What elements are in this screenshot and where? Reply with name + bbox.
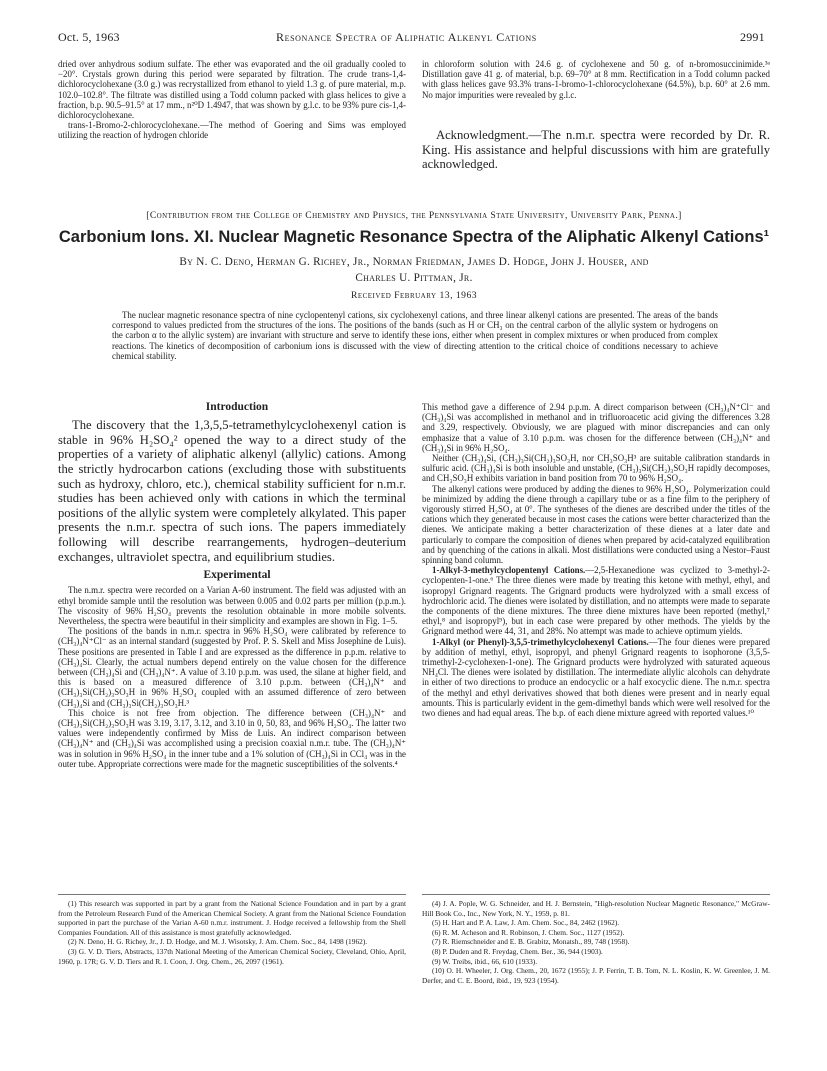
paragraph: The positions of the bands in n.m.r. spectra in 96% H₂SO₄ were calibrated by reference to (CH₃)₄N⁺Cl⁻ as an internal standard (suggested by Prof. P. S. Skell and Miss Josephine de Luis). These positions are presented in Table I and are expressed as the difference in p.p.m. relative to (CH₃)₄Si. Clearly, the actual numbers depend entirely on the value chosen for the difference between (CH₃)₄Si and (CH₃)₄N⁺. A value of 3.10 p.p.m. was used, the silane at higher field, and this is based on a measured difference of 3.10 p.p.m. between (CH₃)₄N⁺ and (CH₃)₃Si(CH₂)₃SO₃H in 96% H₂SO₄ coupled with an assumed difference of zero between (CH₃)₄Si and (CH₃)₃Si(CH₂)₃SO₃H.³	[58, 626, 406, 708]
main-left-column	[58, 402, 406, 769]
header-date: Oct. 5, 1963	[58, 30, 120, 44]
paragraph: Neither (CH₃)₄Si, (CH₃)₃Si(CH₂)₃SO₃H, nor CH₃SO₃H³ are suitable calibration standards in sulfuric acid. (CH₃)₄Si is both insoluble and unstable, (CH₃)₃Si(CH₂)₃SO₃H rapidly decomposes, and CH₃SO₃H exhibits variation in band position from 70 to 96% H₂SO₄.	[422, 453, 770, 484]
authors-line-2: Charles U. Pittman, Jr.	[355, 272, 473, 284]
run-in-heading: 1-Alkyl (or Phenyl)-3,5,5-trimethylcyclohexenyl Cations.	[432, 636, 649, 647]
footnotes-right	[422, 899, 770, 985]
paragraph: dried over anhydrous sodium sulfate. The ether was evaporated and the oil gradually cooled to −20°. Crystals grown during this period were separated by filtration. The crude trans-1,4-dichlorocyclohexane (3.0 g.) was recrystallized from ethanol to yield 1.3 g. of pure material, m.p. 102.0–102.8°. The filtrate was distilled using a Todd column packed with glass helices to give a fraction, b.p. 90.5–91.5° at 17 mm., n²⁰D 1.4947, that was shown by g.l.c. to be 93% pure cis-1,4-dichlorocyclohexane.	[58, 59, 406, 121]
abstract	[112, 310, 718, 361]
contribution-line: [Contribution from the College of Chemistry and Physics, the Pennsylvania State University, University Park, Penna.]	[146, 210, 682, 221]
paragraph: This choice is not free from objection. The difference between (CH₃)₄N⁺ and (CH₃)₃Si(CH₂)₃SO₃H was 3.19, 3.17, 3.12, and 3.10 in 0, 50, 83, and 96% H₂SO₄. The latter two values were independently confirmed by Miss de Luis. An indirect comparison between (CH₃)₄N⁺ and (CH₃)₄Si was accomplished using a precision coaxial n.m.r. tube. The (CH₃)₄N⁺ was in solution in 96% H₂SO₄ in the inner tube and a 1% solution of (CH₃)₄Si in CCl₄ was in the outer tube. Appropriate corrections were made for the magnetic susceptibilities of the solvents.⁴	[58, 707, 406, 769]
footnote: (1) This research was supported in part by a grant from the National Science Foundation and in part by a grant from the Petroleum Research Fund of the American Chemical Society. A grant from the National Science Foundation supported in part the purchase of the Varian A-60 n.m.r. instrument. J. Hodge received a fellowship from the Shell Companies Foundation. All of this assistance is most gratefully acknowledged.	[58, 899, 406, 937]
acknowledgment	[422, 128, 770, 172]
received-date: Received February 13, 1963	[350, 290, 478, 301]
main-right-column	[422, 402, 770, 718]
footnote: (9) W. Treibs, ibid., 66, 610 (1933).	[432, 956, 538, 966]
section-heading-experimental: Experimental	[203, 569, 271, 582]
run-in-heading: 1-Alkyl-3-methylcyclopentenyl Cations.	[432, 565, 586, 576]
paragraph-cyclopentenyl	[422, 565, 770, 636]
paragraph: in chloroform solution with 24.6 g. of cyclohexene and 50 g. of n-bromosuccinimide.³ᵃ Distillation gave 41 g. of material, b.p. 69–70° at 8 mm. Rectification in a Todd column packed with glass helices gave 93.3% trans-1-bromo-1-chlorocyclohexane (64.5%), b.p. 60° at 2.6 mm. No major impurities were revealed by g.l.c.	[422, 59, 770, 100]
footnote: (4) J. A. Pople, W. G. Schneider, and H. J. Bernstein, "High-resolution Nuclear Magnetic Resonance," McGraw-Hill Book Co., Inc., New York, N. Y., 1959, p. 81.	[422, 899, 770, 918]
footnotes-left	[58, 899, 406, 966]
paragraph: This method gave a difference of 2.94 p.p.m. A direct comparison between (CH₃)₄N⁺Cl⁻ and (CH₃)₄Si was accomplished in methanol and in trifluoroacetic acid giving the differences 3.28 and 3.29, respectively. Obviously, we are plagued with minor discrepancies and can only emphasize that a value of 3.10 p.p.m. was chosen for the difference between (CH₃)₄N⁺ and (CH₃)₄Si in 96% H₂SO₄.	[422, 402, 770, 453]
footnote: (5) H. Hart and P. A. Law, J. Am. Chem. Soc., 84, 2462 (1962).	[432, 918, 620, 928]
footnote: (3) G. V. D. Tiers, Abstracts, 137th National Meeting of the American Chemical Society, Cleveland, Ohio, April, 1960, p. 17R; G. V. D. Tiers and R. I. Coon, J. Org. Chem., 26, 2097 (1961).	[58, 946, 406, 966]
section-heading-introduction: Introduction	[205, 401, 269, 413]
footnote: (2) N. Deno, H. G. Richey, Jr., J. D. Hodge, and M. J. Wisotsky, J. Am. Chem. Soc., 84, 1498 (1962).	[68, 937, 368, 947]
paragraph-text: —2,5-Hexanedione was cyclized to 3-methyl-2-cyclopenten-1-one.⁶ The three dienes were made by treating this ketone with methyl, ethyl, and isopropyl Grignard reagents. The Grignard products were hydrolyzed with a small excess of hydrochloric acid. The dienes were isolated by distillation, and no attempts were made to separate the components of the diene mixtures. The three diene mixtures have been reported (methyl,⁷ ethyl,⁸ and isopropyl⁹), but in each case were prepared by other methods. The yields by the Grignard method were 44, 31, and 28%. No attempt was made to achieve optimum yields.	[422, 565, 770, 637]
acknowledgment-text: Acknowledgment.—The n.m.r. spectra were recorded by Dr. R. King. His assistance and helpful discussions with him are gratefully acknowledged.	[422, 128, 770, 172]
article-title: Carbonium Ions. XI. Nuclear Magnetic Resonance Spectra of the Aliphatic Alkenyl Cations¹	[58, 228, 770, 246]
introduction-text: The discovery that the 1,3,5,5-tetramethylcyclohexenyl cation is stable in 96% H₂SO₄² opened the way to a direct study of the properties of a variety of aliphatic alkenyl (allylic) cations. Among the strictly hydrocarbon cations (excluding those with substituents such as hydroxy, chloro, etc.), chemical stability sufficient for n.m.r. studies has been achieved only with cations in which the terminal positions of the allylic system were completely alkylated. This paper presents the n.m.r. spectra of such ions. The papers immediately following will describe rearrangements, hydrogen–deuterium exchanges, ultraviolet spectra, and equilibrium studies.	[58, 418, 406, 564]
paragraph: trans-1-Bromo-2-chlorocyclohexane.—The method of Goering and Sims was employed utilizing the reaction of hydrogen chloride	[58, 120, 406, 141]
authors-line-1: By N. C. Deno, Herman G. Richey, Jr., Norman Friedman, James D. Hodge, John J. Houser, and	[179, 256, 649, 268]
running-title: Resonance Spectra of Aliphatic Alkenyl Cations	[276, 30, 537, 44]
footnote: (8) P. Duden and R. Freydag, Chem. Ber., 36, 944 (1903).	[432, 946, 603, 956]
top-left-column	[58, 59, 406, 141]
footnote-rule-left	[58, 894, 406, 895]
paragraph: The n.m.r. spectra were recorded on a Varian A-60 instrument. The field was adjusted with an ethyl bromide sample until the resolution was between 0.005 and 0.02 parts per million (p.p.m.). The viscosity of 96% H₂SO₄ prevents the resolution obtainable in more mobile solvents. Nevertheless, the spectra were beautiful in their simplicity and examples are shown in Fig. 1–5.	[58, 585, 406, 626]
page-number: 2991	[740, 30, 765, 44]
paragraph-cyclohexenyl	[422, 637, 770, 719]
paragraph: The alkenyl cations were produced by adding the dienes to 96% H₂SO₄. Polymerization could be minimized by adding the diene through a capillary tube or as a fine film to the periphery of vigorously stirred H₂SO₄ at 0°. The syntheses of the dienes are described under the titles of the cations which they generated because in most cases the cations were better characterized than the dienes. We anticipate making a better characterization of these dienes at a later date and particularly to compare the composition of dienes when prepared by acid-catalyzed equilibration and by quenching of the cations in alkali. Most distillations were conducted using a Nestor–Faust spinning band column.	[422, 483, 770, 566]
footnote: (7) R. Riemschneider and E. B. Grabitz, Monatsh., 89, 748 (1958).	[432, 937, 630, 947]
abstract-text: The nuclear magnetic resonance spectra of nine cyclopentenyl cations, six cyclohexenyl cations, and three linear alkenyl cations are presented. The areas of the bands correspond to values predicted from the structures of the ions. The positions of the bands (such as H or CH₃ on the central carbon of the allylic system or hydrogens on the carbon α to the allylic system) are invariant with structure and serve to identify these ions, either when present in complex mixtures or when produced from complex reactions. The kinetics of decomposition of carbonium ions is discussed with the view of directing attention to the critical choice of conditions necessary to achieve chemical stability.	[112, 310, 718, 361]
top-right-column	[422, 59, 770, 100]
footnote: (6) R. M. Acheson and R. Robinson, J. Chem. Soc., 1127 (1952).	[432, 927, 625, 937]
paragraph-text: —The four dienes were prepared by addition of methyl, ethyl, isopropyl, and phenyl Grignard reagents to isophorone (3,5,5-trimethyl-2-cyclohexen-1-one). The Grignard products were hydrolyzed with saturated aqueous NH₄Cl. The dienes were isolated by distillation. The intermediate allylic alcohols can dehydrate in either of two directions to produce an endocyclic or a half exocyclic diene. The n.m.r. spectra of the methyl and ethyl derivatives showed that both dienes were present and in nearly equal amounts. This is particularly evident in the gem-dimethyl bands which were well resolved for the two dienes and had equal areas. The b.p. of each diene mixture agreed with reported values.¹⁰	[422, 636, 770, 719]
footnote-rule-right	[422, 894, 770, 895]
footnote: (10) O. H. Wheeler, J. Org. Chem., 20, 1672 (1955); J. P. Ferrin, T. B. Tom, N. L. Koslin, K. W. Greenlee, J. M. Derfer, and C. E. Boord, ibid., 19, 923 (1954).	[422, 966, 770, 985]
